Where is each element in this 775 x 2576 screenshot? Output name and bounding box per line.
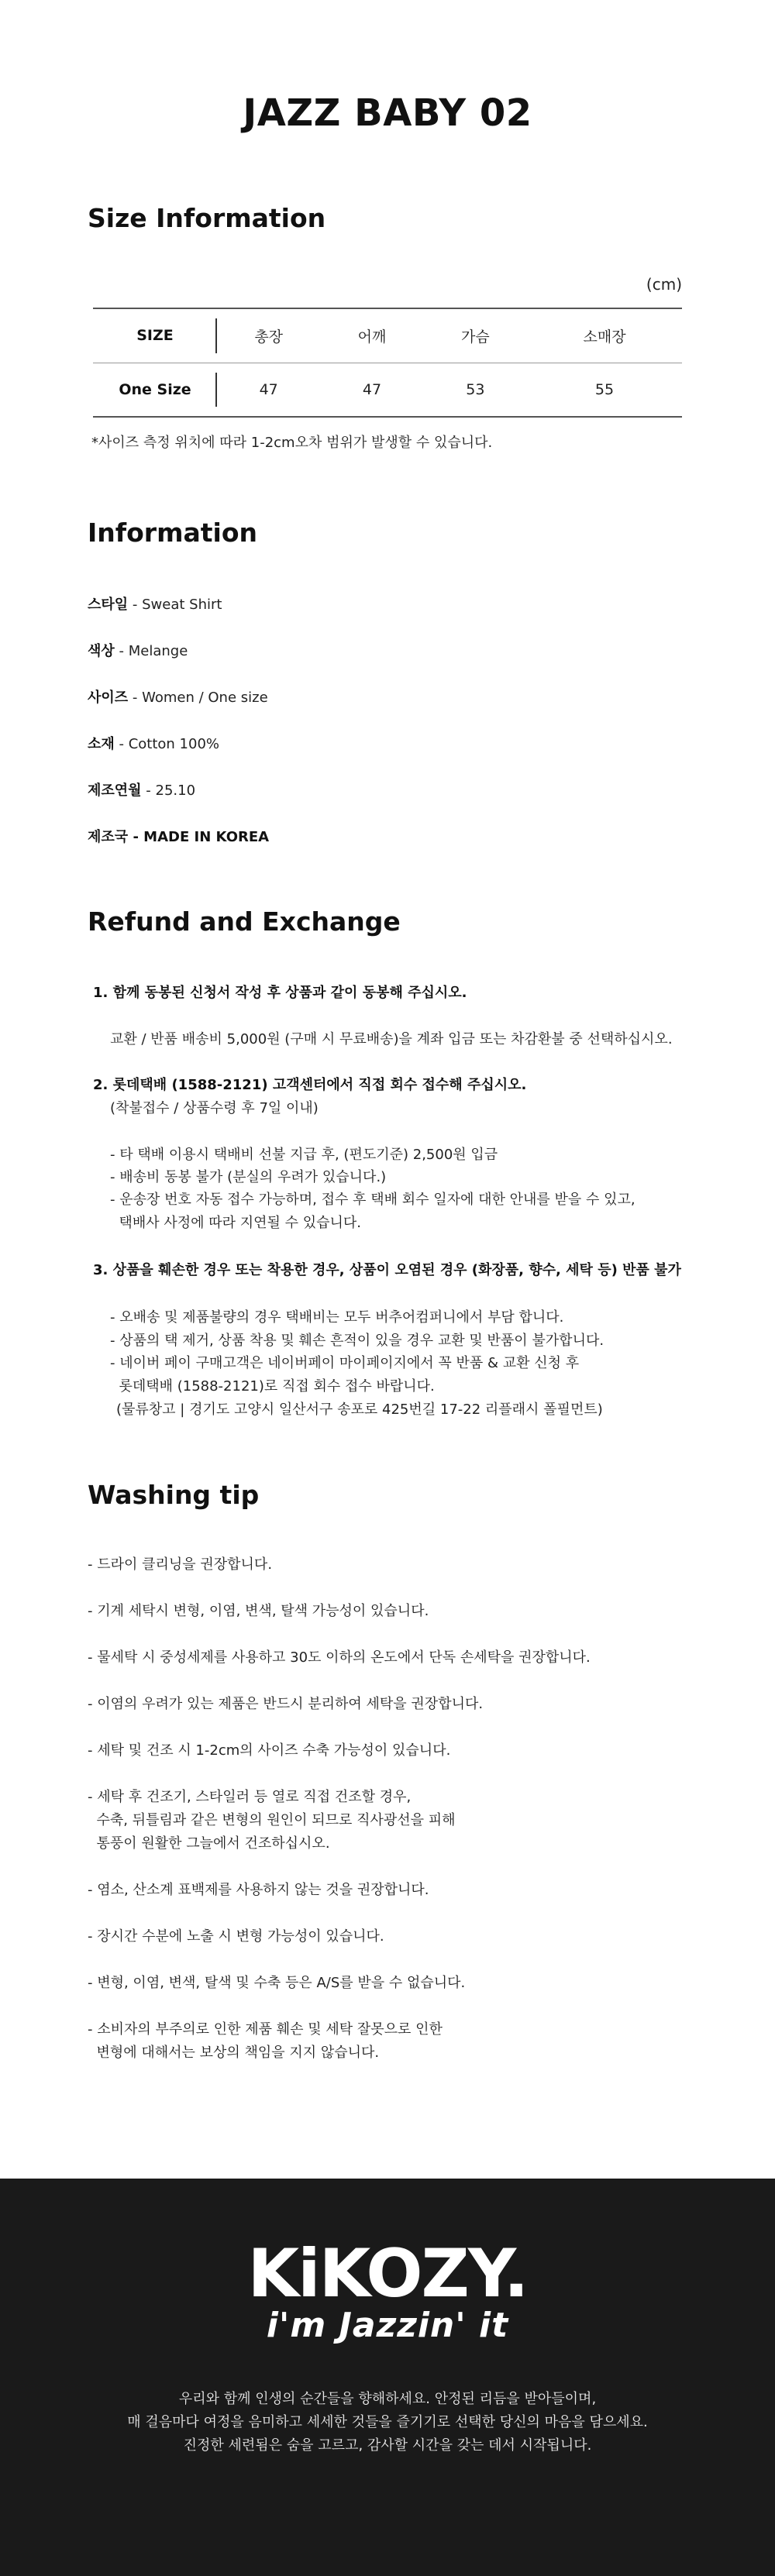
refund-step-line: - 상품의 택 제거, 상품 착용 및 훼손 흔적이 있을 경우 교환 및 반품이 불가합니다. — [110, 1333, 604, 1349]
refund-step-line: 롯데택배 (1588-2121)로 직접 회수 접수 바랍니다. — [110, 1378, 435, 1395]
refund-step-line: 교환 / 반품 배송비 5,000원 (구매 시 무료배송)을 계좌 입금 또는 차감환불 중 선택하십시오. — [110, 1031, 673, 1047]
washing-line: - 세탁 후 건조기, 스타일러 등 열로 직접 건조할 경우, — [88, 1789, 412, 1805]
washing-line: - 소비자의 부주의로 인한 제품 훼손 및 세탁 잘못으로 인한 — [88, 2021, 443, 2038]
size-header-cell: 소매장 — [527, 308, 682, 363]
size-table-header-row — [93, 308, 682, 363]
size-table — [93, 308, 682, 418]
size-row-cell: 53 — [424, 363, 527, 417]
info-key: 소재 — [88, 736, 115, 752]
brand-footer — [0, 2179, 775, 2576]
size-header-cell: 가슴 — [424, 308, 527, 363]
size-header-cell: 총장 — [217, 308, 320, 363]
washing-line: 수축, 뒤틀림과 같은 변형의 원인이 되므로 직사광선을 피해 — [88, 1812, 456, 1828]
refund-step-line: - 타 택배 이용시 택배비 선불 지급 후, (편도기준) 2,500원 입금 — [110, 1147, 498, 1163]
size-note: *사이즈 측정 위치에 따라 1-2cm오차 범위가 발생할 수 있습니다. — [91, 435, 493, 451]
washing-line: - 세탁 및 건조 시 1-2cm의 사이즈 수축 가능성이 있습니다. — [88, 1742, 451, 1759]
size-header-cell: 어깨 — [320, 308, 423, 363]
washing-line: - 기계 세탁시 변형, 이염, 변색, 탈색 가능성이 있습니다. — [88, 1603, 429, 1619]
size-info-heading: Size Information — [88, 203, 326, 233]
refund-step-line: - 네이버 페이 구매고객은 네이버페이 마이페이지에서 꼭 반품 & 교환 신청 후 — [110, 1355, 580, 1371]
refund-step-title: 1. 함께 동봉된 신청서 작성 후 상품과 같이 동봉해 주십시오. — [93, 985, 467, 1001]
info-value: - Women / One size — [128, 690, 268, 706]
info-value: - Cotton 100% — [114, 736, 220, 752]
brand-logo-wordmark: KiKOZY. — [247, 2235, 528, 2313]
refund-heading: Refund and Exchange — [88, 906, 401, 937]
info-item — [88, 733, 219, 753]
footer-text-line: 우리와 함께 인생의 순간들을 향해하세요. 안정된 리듬을 받아들이며, — [178, 2391, 597, 2407]
unit-label: (cm) — [646, 275, 682, 294]
washing-line: 통풍이 원활한 그늘에서 건조하십시오. — [88, 1835, 330, 1852]
info-value: - Melange — [114, 643, 188, 659]
info-value: - MADE IN KOREA — [128, 829, 270, 845]
brand-logo-wrap — [0, 2235, 775, 2345]
refund-step-line: - 배송비 동봉 불가 (분실의 우려가 있습니다.) — [110, 1169, 387, 1185]
washing-line: - 드라이 클리닝을 권장합니다. — [88, 1556, 273, 1573]
washing-line: - 물세탁 시 중성세제를 사용하고 30도 이하의 온도에서 단독 손세탁을 권장합니다. — [88, 1649, 591, 1666]
info-key: 색상 — [88, 643, 115, 659]
refund-step-line: - 오배송 및 제품불량의 경우 택배비는 모두 버추어컴퍼니에서 부담 합니다. — [110, 1309, 564, 1326]
refund-step-title: 3. 상품을 훼손한 경우 또는 착용한 경우, 상품이 오염된 경우 (화장품, 향수, 세탁 등) 반품 불가 — [93, 1262, 681, 1278]
info-key: 제조국 — [88, 829, 129, 845]
info-value: - 25.10 — [141, 782, 196, 799]
info-item — [88, 779, 195, 800]
warehouse-address: (물류창고 | 경기도 고양시 일산서구 송포로 425번길 17-22 리플래시 폴필먼트) — [116, 1401, 603, 1418]
info-item — [88, 640, 188, 660]
brand-logo — [247, 2235, 528, 2345]
size-row-cell: 55 — [527, 363, 682, 417]
info-key: 사이즈 — [88, 690, 129, 706]
refund-step-title: 2. 롯데택배 (1588-2121) 고객센터에서 직접 회수 접수해 주십시오. — [93, 1077, 527, 1093]
refund-step-sub: (착불접수 / 상품수령 후 7일 이내) — [110, 1100, 319, 1116]
information-heading: Information — [88, 518, 257, 548]
info-item — [88, 593, 222, 614]
size-table-row — [93, 363, 682, 417]
info-key: 스타일 — [88, 597, 129, 613]
size-header-cell: SIZE — [93, 308, 217, 363]
size-row-cell: 47 — [217, 363, 320, 417]
washing-line: 변형에 대해서는 보상의 책임을 지지 않습니다. — [88, 2045, 380, 2061]
brand-logo-tagline: i'm Jazzin' it — [266, 2306, 509, 2345]
info-item — [88, 826, 269, 846]
info-value: - Sweat Shirt — [128, 597, 222, 613]
footer-text-line: 진정한 세련됨은 숨을 고르고, 감사할 시간을 갖는 데서 시작됩니다. — [183, 2437, 592, 2454]
size-row-cell: 47 — [320, 363, 423, 417]
info-item — [88, 686, 268, 707]
refund-step-line: - 운송장 번호 자동 접수 가능하며, 접수 후 택배 회수 일자에 대한 안내를 받을 수 있고, — [110, 1192, 636, 1208]
product-title: JAZZ BABY 02 — [243, 91, 532, 135]
washing-line: - 변형, 이염, 변색, 탈색 및 수축 등은 A/S를 받을 수 없습니다. — [88, 1975, 466, 1991]
info-key: 제조연월 — [88, 782, 142, 799]
washing-line: - 장시간 수분에 노출 시 변형 가능성이 있습니다. — [88, 1928, 384, 1945]
washing-line: - 이염의 우려가 있는 제품은 반드시 분리하여 세탁을 권장합니다. — [88, 1696, 484, 1712]
size-row-cell: One Size — [93, 363, 217, 417]
refund-step-line: 택배사 사정에 따라 지연될 수 있습니다. — [110, 1215, 361, 1231]
washing-heading: Washing tip — [88, 1480, 260, 1510]
washing-line: - 염소, 산소계 표백제를 사용하지 않는 것을 권장합니다. — [88, 1882, 429, 1898]
footer-text-line: 매 걸음마다 여정을 음미하고 세세한 것들을 즐기기로 선택한 당신의 마음을 담으세요. — [127, 2414, 648, 2430]
